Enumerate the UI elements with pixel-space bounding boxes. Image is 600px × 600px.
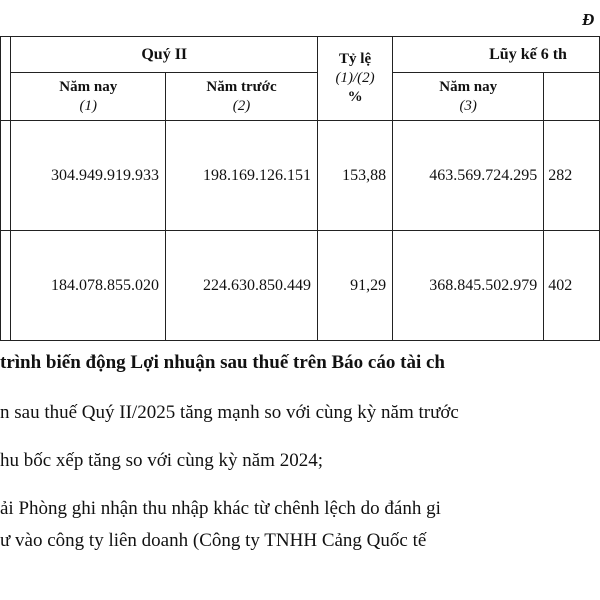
paragraph-line-4: ư vào công ty liên doanh (Công ty TNHH Cảng Quốc tế <box>0 530 427 551</box>
row-label-cell <box>1 121 11 231</box>
unit-note-partial: Đ <box>582 10 595 29</box>
paragraph-line-1: n sau thuế Quý II/2025 tăng mạnh so với cùng kỳ năm trước <box>0 402 459 423</box>
col-last-year-label: Năm trước <box>206 78 277 95</box>
cell-this-year: 304.949.919.933 <box>11 121 166 231</box>
col-header-last-year <box>166 73 318 121</box>
group-header-cumulative: Lũy kế 6 th <box>393 37 600 73</box>
cell-ratio: 153,88 <box>318 121 393 231</box>
col-last-year-index: (2) <box>232 97 251 114</box>
section-heading: trình biến động Lợi nhuận sau thuế trên Báo cáo tài ch <box>0 352 445 373</box>
col-header-partial <box>544 73 600 121</box>
cell-cum-partial: 282 <box>544 121 600 231</box>
table-row <box>1 231 600 341</box>
cell-last-year: 198.169.126.151 <box>166 121 318 231</box>
col-this-year-index: (1) <box>79 97 97 114</box>
cell-cum-this-year: 368.845.502.979 <box>393 231 544 341</box>
financial-table <box>0 36 600 341</box>
paragraph-line-2: hu bốc xếp tăng so với cùng kỳ năm 2024; <box>0 450 323 471</box>
col-header-cum-this-year <box>393 73 544 121</box>
cell-this-year: 184.078.855.020 <box>11 231 166 341</box>
col-cum-this-year-label: Năm nay <box>439 78 498 95</box>
group-header-q2: Quý II <box>11 37 318 73</box>
cell-cum-this-year: 463.569.724.295 <box>393 121 544 231</box>
ratio-formula: (1)/(2) <box>335 70 375 86</box>
table-row <box>1 121 600 231</box>
ratio-header <box>318 37 393 121</box>
col-header-this-year <box>11 73 166 121</box>
cell-cum-partial: 402 <box>544 231 600 341</box>
row-label-cell <box>1 231 11 341</box>
cell-last-year: 224.630.850.449 <box>166 231 318 341</box>
row-label-header-cell <box>1 37 11 121</box>
col-cum-this-year-index: (3) <box>459 97 477 114</box>
ratio-unit: % <box>347 89 363 105</box>
ratio-label: Tỷ lệ <box>339 51 372 67</box>
paragraph-line-3: ải Phòng ghi nhận thu nhập khác từ chênh lệch do đánh gi <box>0 498 441 519</box>
col-this-year-label: Năm nay <box>59 78 118 95</box>
cell-ratio: 91,29 <box>318 231 393 341</box>
